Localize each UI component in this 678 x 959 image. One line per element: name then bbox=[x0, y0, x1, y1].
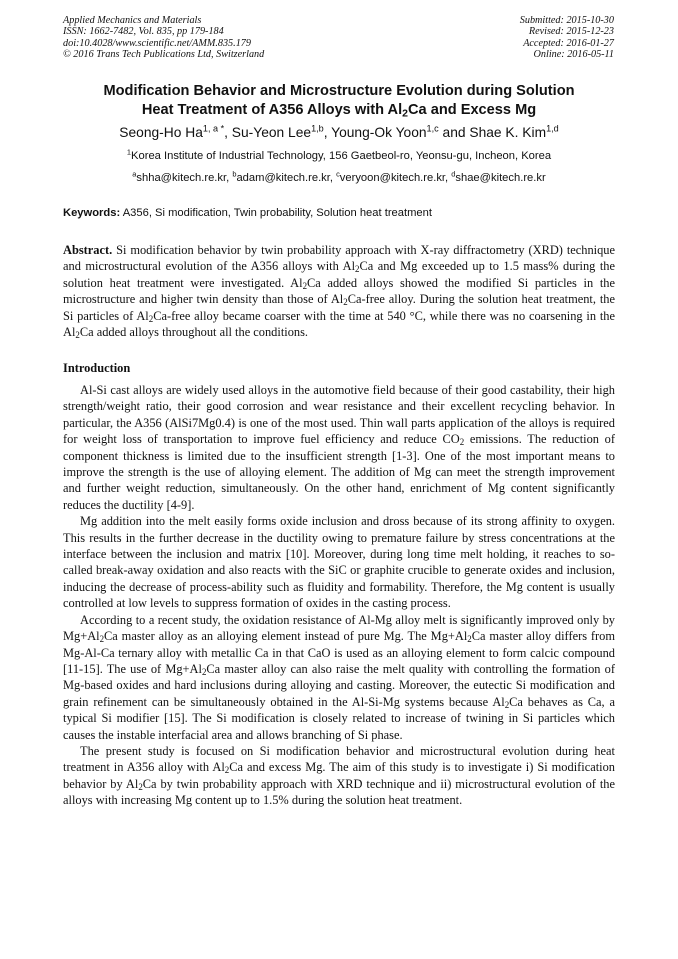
title-text: Ca and Excess Mg bbox=[408, 101, 537, 118]
online-date: Online: 2016-05-11 bbox=[533, 49, 614, 61]
introduction-body bbox=[63, 382, 615, 809]
revised-date: Revised: 2015-12-23 bbox=[528, 26, 614, 38]
paragraph-text: Al-Si cast alloys are widely used alloys in the automotive field because of their good castability, their high strength/weight ratio, their good corrosion and wear resistance and their excellent recycling behavior. In particular, the A356 (AlSi7Mg0.4) is one of the most used. Thin wall parts application of the alloys is required for weight loss of transportation to improve fuel efficiency and reduce CO bbox=[63, 383, 615, 447]
paragraph-text: Ca by twin probability approach with XRD technique and ii) microstructural evolution of the alloys with increasing Mg content up to 1.5% during the solution heat treatment. bbox=[63, 776, 615, 808]
subscript: 2 bbox=[201, 667, 207, 678]
abstract-text: Ca-free alloy became coarser with the time at 540 °C, while there was no coarsening in the Al bbox=[63, 308, 616, 340]
abstract-text: Si modification behavior by twin probability approach with X-ray diffractometry (XRD) technique and microstructural evolution of the A356 alloys with Al bbox=[63, 243, 615, 274]
copyright: © 2016 Trans Tech Publications Ltd, Switzerland bbox=[63, 49, 265, 61]
affiliation-text: Korea Institute of Industrial Technology, 156 Gaetbeol-ro, Yeonsu-gu, Incheon, Korea bbox=[131, 150, 552, 162]
paragraph-text: Ca behaves as Ca, a typical Si modifier [15]. The Si modification is closely related to increase of twining in Si particles which causes the instable interfacial area and allows branching of Si phase. bbox=[63, 694, 616, 742]
affiliation bbox=[30, 149, 648, 163]
title-line-2 bbox=[40, 101, 638, 120]
subscript: 2 bbox=[355, 264, 360, 275]
paper-title bbox=[40, 82, 638, 119]
title-text: Heat Treatment of A356 Alloys with Al bbox=[141, 101, 403, 118]
author-name: Seong-Ho Ha bbox=[119, 125, 203, 140]
title-subscript: 2 bbox=[402, 107, 408, 120]
author-emails bbox=[30, 171, 648, 185]
paragraph: Mg addition into the melt easily forms oxide inclusion and dross because of its strong affinity to oxygen. This results in the further decrease in the ductility owing to premature failure by stress concentrations at the interface between the inclusion and matrix [10]. Moreover, during long time melt holding, it reaches to so-called break-away oxidation and also reacts with the SiC or graphite crucible to generate oxides and inclusion, inducing the decrease of process-ability such as fluidity and formability. Therefore, the Mg content is usually controlled at low levels to suppress formation of oxides in the casting process. bbox=[63, 514, 615, 611]
author-affiliation-mark: 1,d bbox=[546, 123, 559, 134]
subscript: 2 bbox=[343, 297, 348, 308]
accepted-date: Accepted: 2016-01-27 bbox=[523, 37, 614, 49]
paragraph-text: Ca master alloy differs from Mg-Al-Ca ternary alloy with metallic Ca in that CaO is used as an alloying element to form calcic compound [11-15]. The use of Mg+Al bbox=[63, 629, 615, 676]
author-name: , Su-Yeon Lee bbox=[224, 125, 312, 140]
author-name: and Shae K. Kim bbox=[438, 125, 547, 140]
issn-volume: ISSN: 1662-7482, Vol. 835, pp 179-184 bbox=[63, 26, 224, 38]
paragraph bbox=[63, 612, 615, 743]
abstract bbox=[63, 242, 615, 340]
author-affiliation-mark: 1,b bbox=[311, 123, 324, 134]
keywords-label: Keywords: bbox=[63, 207, 121, 219]
journal-info bbox=[63, 15, 264, 61]
paragraph-text: emissions. The reduction of component thickness is limited due to the insufficient strength [1-3]. One of the most important means to improve the strength is the use of alloying element. The addition of Mg can meet the strength improvement and further weight reduction, simultaneously. On the other hand, enrichment of Mg content significantly reduces the ductility [4-9]. bbox=[63, 432, 615, 512]
abstract-text: Ca and Mg exceeded up to 1.5 mass% during the solution heat treatment were investigated. Al bbox=[63, 259, 616, 290]
journal-name: Applied Mechanics and Materials bbox=[63, 15, 202, 26]
author-affiliation-mark: 1,c bbox=[426, 123, 439, 134]
section-heading-introduction: Introduction bbox=[63, 361, 131, 375]
doi: doi:10.4028/www.scientific.net/AMM.835.179 bbox=[63, 37, 251, 49]
email-mark: b bbox=[232, 169, 237, 179]
subscript: 2 bbox=[99, 634, 105, 645]
submitted-date: Submitted: 2015-10-30 bbox=[519, 15, 614, 26]
title-line-1: Modification Behavior and Microstructure Evolution during Solution bbox=[103, 83, 575, 99]
email: veryoon@kitech.re.kr, bbox=[339, 172, 452, 184]
author-affiliation-mark: 1, a * bbox=[202, 123, 225, 134]
paragraph-text: Ca master alloy as an alloying element instead of pure Mg. The Mg+Al bbox=[104, 629, 468, 644]
subscript: 2 bbox=[467, 634, 472, 645]
paragraph-text: According to a recent study, the oxidation resistance of Al-Mg alloy melt is significantly improved only by Mg+Al bbox=[63, 612, 615, 644]
keywords bbox=[63, 206, 615, 220]
subscript: 2 bbox=[302, 281, 308, 292]
keywords-text: A356, Si modification, Twin probability, Solution heat treatment bbox=[120, 207, 432, 219]
subscript: 2 bbox=[504, 699, 510, 710]
author-name: , Young-Ok Yoon bbox=[323, 125, 427, 140]
paragraph-text: Ca master alloy can also raise the melt quality with controlling the formation of Mg-based oxides and hard inclusions during alloying and casting. Moreover, the eutectic Si modification and grain refinement can be simultaneously obtained in the Al-Si-Mg systems because Al bbox=[63, 661, 615, 709]
email-mark: c bbox=[336, 169, 340, 179]
subscript: 2 bbox=[75, 330, 80, 341]
subscript: 2 bbox=[224, 765, 230, 776]
email: adam@kitech.re.kr, bbox=[236, 172, 337, 184]
publication-dates bbox=[520, 15, 614, 61]
subscript: 2 bbox=[148, 313, 154, 324]
subscript: 2 bbox=[459, 437, 465, 448]
paragraph bbox=[63, 382, 615, 513]
email: shae@kitech.re.kr bbox=[455, 172, 546, 184]
abstract-text: Ca-free alloy. During the solution heat treatment, the Si particles of Al bbox=[63, 292, 615, 323]
abstract-text: Ca added alloys showed the modified Si particles in the microstructure and higher twin density than those of Al bbox=[63, 275, 615, 307]
affiliation-mark: 1 bbox=[126, 147, 132, 157]
email-mark: a bbox=[132, 169, 137, 179]
email: shha@kitech.re.kr, bbox=[136, 172, 233, 184]
paragraph bbox=[63, 743, 615, 809]
email-mark: d bbox=[451, 169, 456, 179]
abstract-text: Ca added alloys throughout all the conditions. bbox=[79, 325, 309, 340]
paragraph-text: The present study is focused on Si modification behavior and microstructural evolution during heat treatment in A356 alloy with Al bbox=[63, 743, 615, 775]
subscript: 2 bbox=[138, 781, 143, 792]
abstract-label: Abstract. bbox=[63, 243, 113, 257]
author-list bbox=[30, 124, 648, 142]
paragraph-text: Ca and excess Mg. The aim of this study is to investigate i) Si modification behavior by Al bbox=[63, 760, 615, 791]
